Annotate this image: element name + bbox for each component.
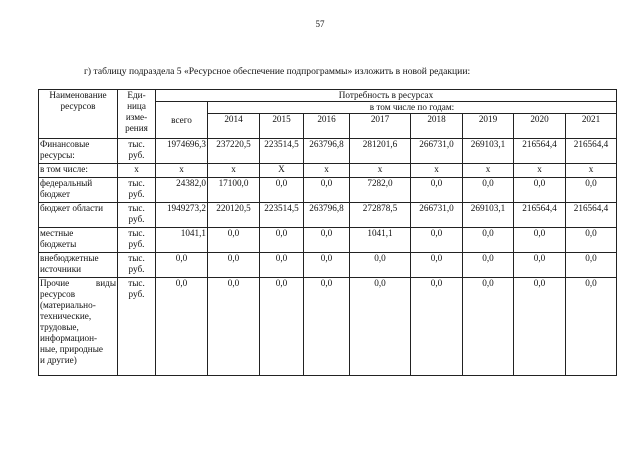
year-header: 2014 (208, 114, 260, 139)
row-name: в том числе: (39, 164, 118, 178)
row-total: 24382,0 (156, 178, 208, 203)
row-value: 0,0 (260, 228, 304, 253)
row-total: 1949273,2 (156, 203, 208, 228)
intro-text: г) таблицу подраздела 5 «Ресурсное обеспечение подпрограммы» изложить в новой редакции: (84, 66, 471, 77)
table-row (39, 228, 617, 253)
table-row (39, 164, 617, 178)
row-value: х (411, 164, 463, 178)
row-value: 269103,1 (463, 139, 514, 164)
row-value: 0,0 (566, 178, 617, 203)
row-value: 0,0 (350, 253, 411, 278)
row-value: 223514,5 (260, 139, 304, 164)
row-value: 0,0 (463, 178, 514, 203)
row-value: 223514,5 (260, 203, 304, 228)
row-value: 263796,8 (304, 203, 350, 228)
page-number: 57 (315, 19, 325, 29)
row-value: 0,0 (514, 228, 566, 253)
row-value: 1041,1 (350, 228, 411, 253)
row-value: 0,0 (260, 278, 304, 376)
resources-table (38, 89, 617, 376)
header-by-years: в том числе по годам: (208, 102, 617, 114)
year-header: 2018 (411, 114, 463, 139)
row-value: х (463, 164, 514, 178)
row-value: 237220,5 (208, 139, 260, 164)
row-value: х (208, 164, 260, 178)
row-value: 266731,0 (411, 139, 463, 164)
table-row (39, 203, 617, 228)
row-unit: тыс. руб. (118, 203, 156, 228)
table-row (39, 139, 617, 164)
year-header: 2021 (566, 114, 617, 139)
row-value: 0,0 (463, 253, 514, 278)
row-name: Прочие виды ресурсов (материально- технические, трудовые, информацион- ные, природные и другие) (39, 278, 118, 376)
row-unit: тыс. руб. (118, 278, 156, 376)
row-value: 266731,0 (411, 203, 463, 228)
row-value: 0,0 (208, 253, 260, 278)
row-total: х (156, 164, 208, 178)
header-total: всего (156, 102, 208, 139)
row-value: 0,0 (514, 253, 566, 278)
row-value: 0,0 (208, 228, 260, 253)
row-value: 0,0 (566, 228, 617, 253)
row-total: 0,0 (156, 278, 208, 376)
row-total: 0,0 (156, 253, 208, 278)
row-name: местные бюджеты (39, 228, 118, 253)
row-value: 0,0 (260, 253, 304, 278)
row-value: 0,0 (463, 278, 514, 376)
row-unit: тыс. руб. (118, 228, 156, 253)
row-value: 0,0 (304, 178, 350, 203)
row-value: 272878,5 (350, 203, 411, 228)
row-value: 0,0 (350, 278, 411, 376)
row-value: 0,0 (260, 178, 304, 203)
table-row (39, 178, 617, 203)
row-value: 263796,8 (304, 139, 350, 164)
row-value: 0,0 (208, 278, 260, 376)
row-unit: тыс. руб. (118, 253, 156, 278)
row-total: 1041,1 (156, 228, 208, 253)
row-value: 0,0 (514, 278, 566, 376)
row-unit: х (118, 164, 156, 178)
row-value: х (566, 164, 617, 178)
row-value: 0,0 (304, 253, 350, 278)
year-header: 2017 (350, 114, 411, 139)
row-value: 0,0 (411, 253, 463, 278)
row-name: Финансовые ресурсы: (39, 139, 118, 164)
header-name: Наименование ресурсов (39, 90, 118, 139)
header-need: Потребность в ресурсах (156, 90, 617, 102)
row-value: 0,0 (463, 228, 514, 253)
row-name: бюджет области (39, 203, 118, 228)
year-header: 2020 (514, 114, 566, 139)
row-value: Х (260, 164, 304, 178)
row-value: 0,0 (411, 178, 463, 203)
year-header: 2019 (463, 114, 514, 139)
year-header: 2015 (260, 114, 304, 139)
row-value: 0,0 (566, 253, 617, 278)
row-value: 0,0 (304, 228, 350, 253)
row-value: 0,0 (566, 278, 617, 376)
row-value: 0,0 (411, 228, 463, 253)
row-total: 1974696,3 (156, 139, 208, 164)
table-row (39, 278, 617, 376)
row-unit: тыс. руб. (118, 178, 156, 203)
row-value: 0,0 (514, 178, 566, 203)
row-value: 269103,1 (463, 203, 514, 228)
row-value: 281201,6 (350, 139, 411, 164)
row-name: федеральный бюджет (39, 178, 118, 203)
row-value: х (304, 164, 350, 178)
row-value: 0,0 (304, 278, 350, 376)
row-value: 17100,0 (208, 178, 260, 203)
row-value: 0,0 (411, 278, 463, 376)
row-value: х (350, 164, 411, 178)
row-value: 216564,4 (514, 203, 566, 228)
row-value: 7282,0 (350, 178, 411, 203)
row-name: внебюджетные источники (39, 253, 118, 278)
year-header: 2016 (304, 114, 350, 139)
row-value: 216564,4 (566, 139, 617, 164)
header-unit: Еди- ница изме- рения (118, 90, 156, 139)
row-value: 220120,5 (208, 203, 260, 228)
row-value: 216564,4 (514, 139, 566, 164)
row-value: 216564,4 (566, 203, 617, 228)
row-unit: тыс. руб. (118, 139, 156, 164)
table-row (39, 253, 617, 278)
row-value: х (514, 164, 566, 178)
